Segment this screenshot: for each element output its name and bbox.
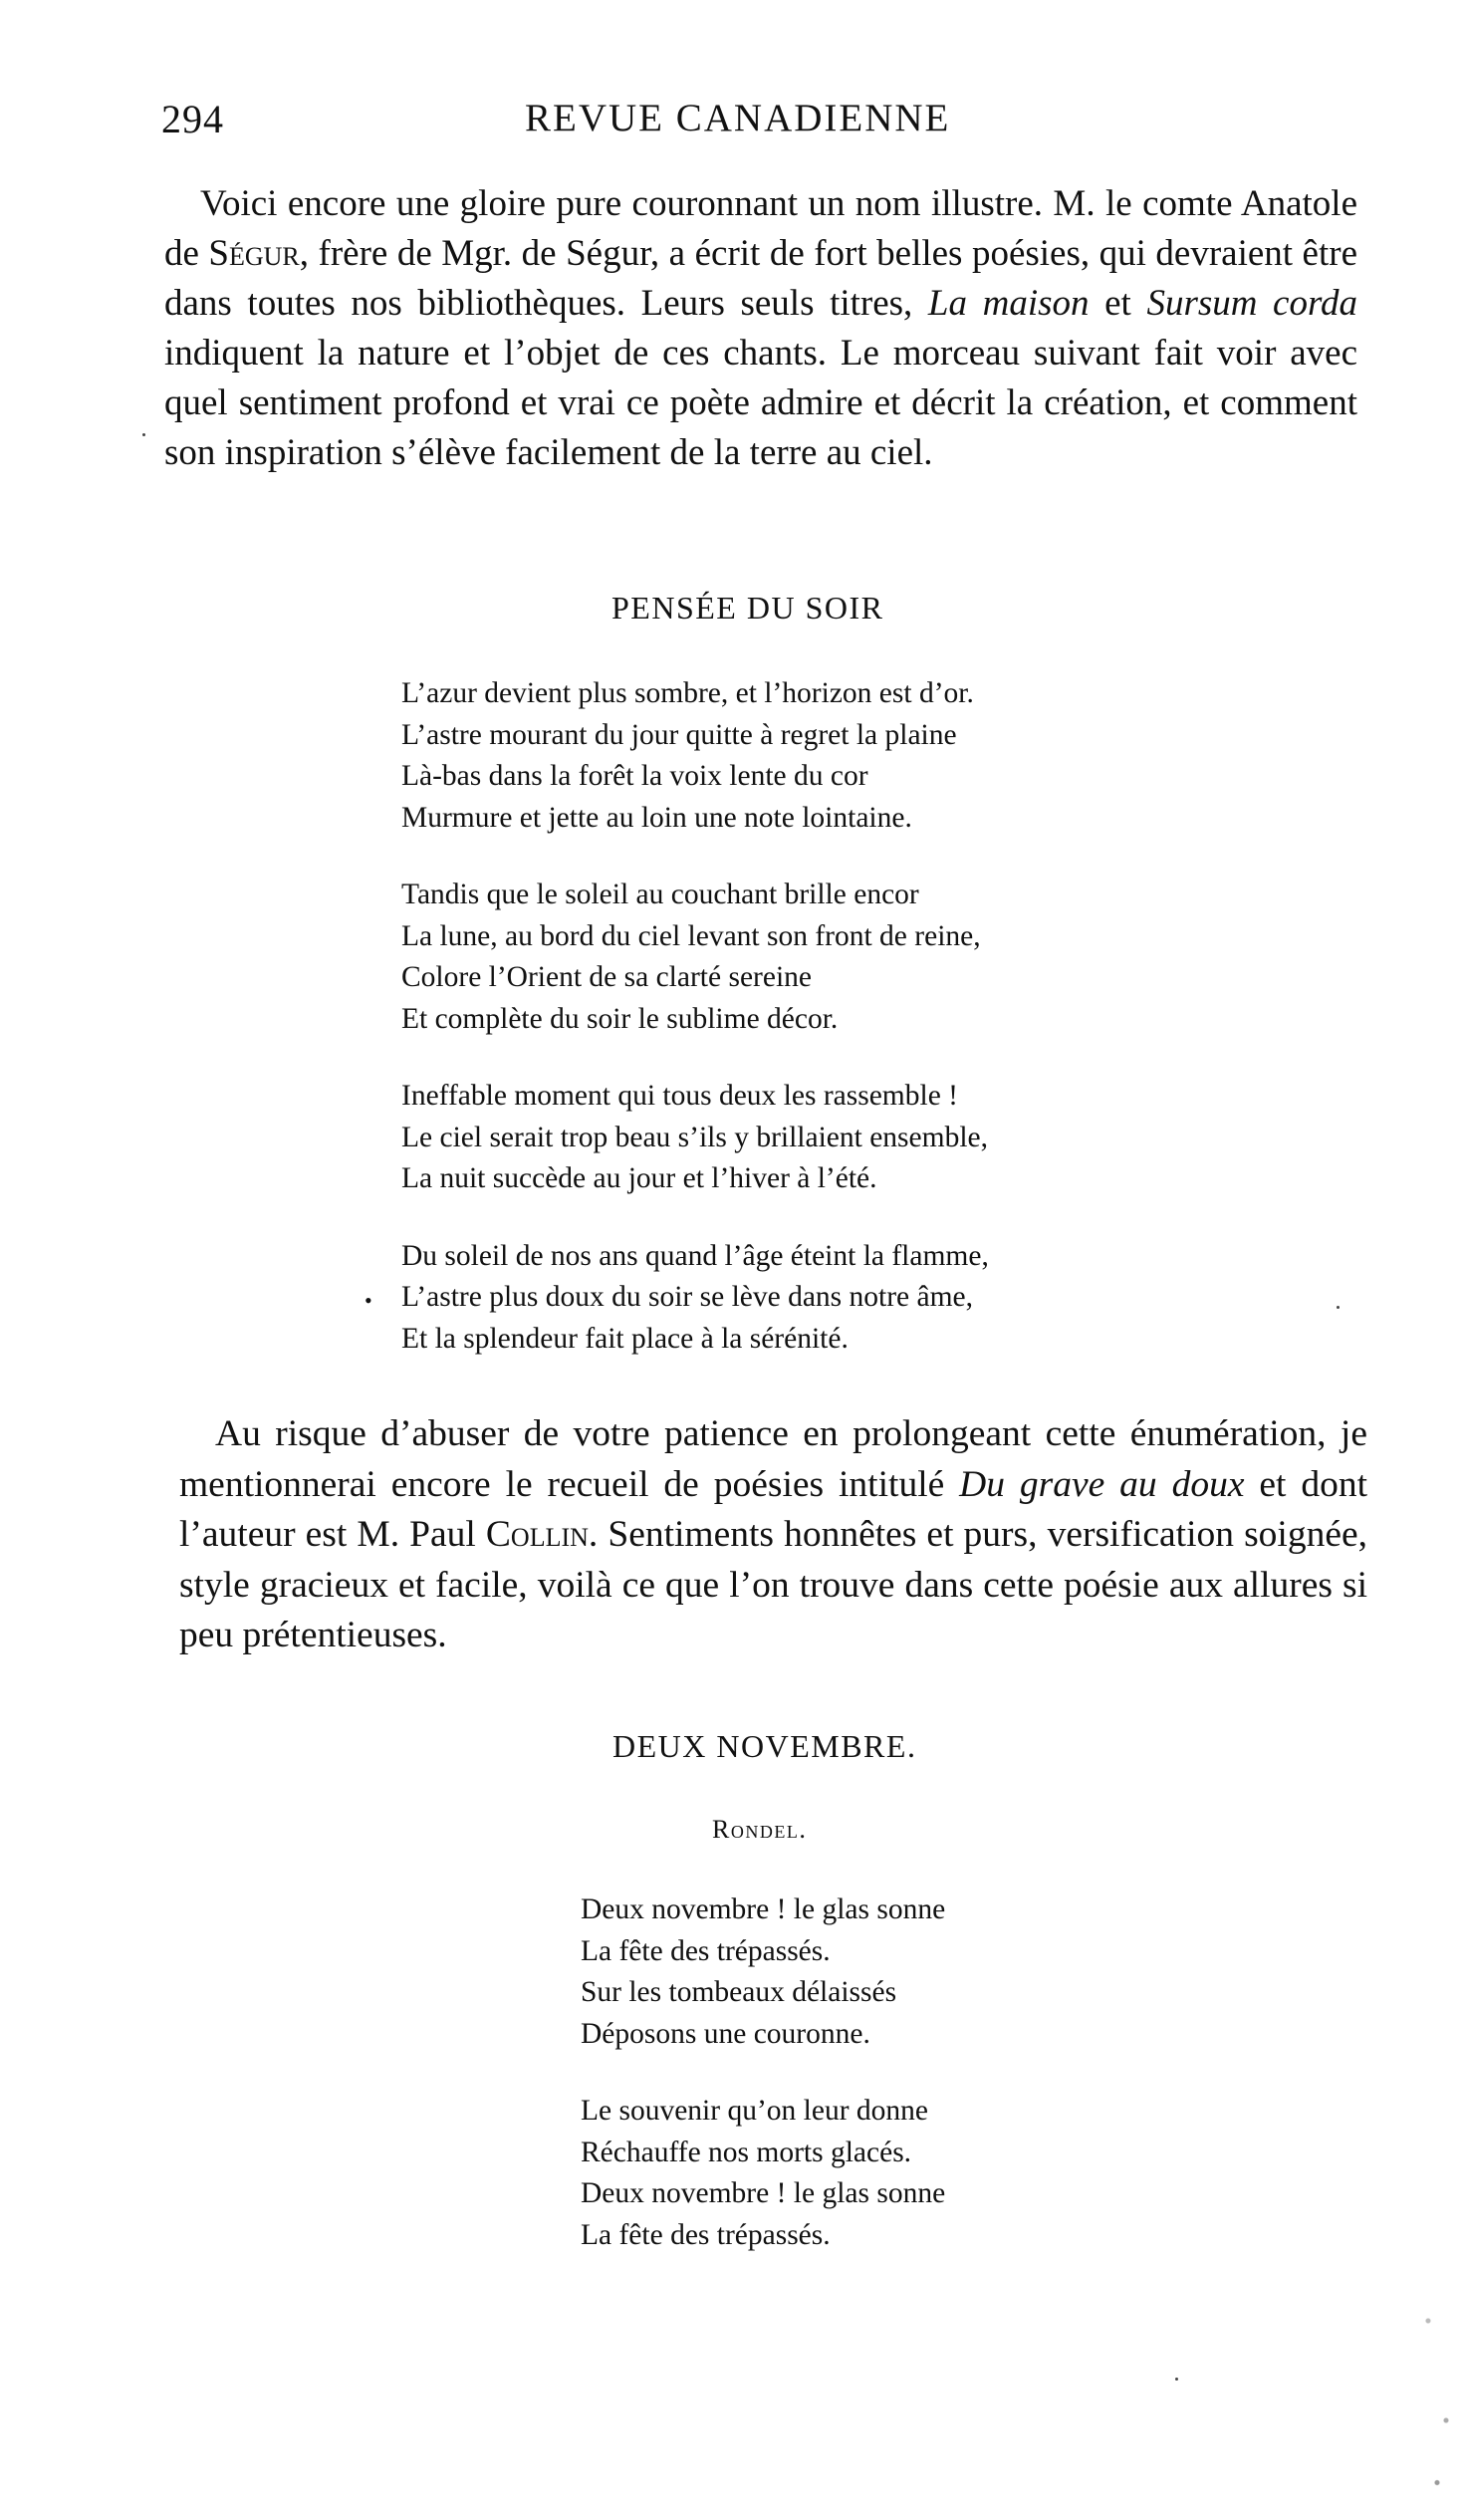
verse-line: Colore l’Orient de sa clarté sereine <box>401 961 812 993</box>
verse-line: Deux novembre ! le glas sonne <box>581 2177 946 2209</box>
paragraph-text: . Sentiments honnêtes et purs, versification soignée, style gracieux et facile, voilà ce que l’on trouve dans cette poésie aux allures si peu prétentieuses. <box>179 1514 1367 1655</box>
verse-line: Déposons une couronne. <box>581 2017 870 2050</box>
verse-line: Deux novembre ! le glas sonne <box>581 1893 946 1925</box>
verse-line: L’azur devient plus sombre, et l’horizon est d’or. <box>401 677 974 709</box>
stanza <box>401 1236 989 1361</box>
paragraph-text: indiquent la nature et l’objet de ces chants. Le morceau suivant fait voir avec quel sentiment profond et vrai ce poète admire et décrit la création, et comment son inspiration s’élève facilement de la terre au ciel. <box>164 333 1357 473</box>
verse-line: L’astre mourant du jour quitte à regret la plaine <box>401 718 957 751</box>
verse-line: Et la splendeur fait place à la sérénité. <box>401 1322 849 1355</box>
paragraph-text: et dont l’auteur est M. Paul <box>179 1463 1367 1555</box>
stanza <box>581 2091 945 2256</box>
paragraph-segur <box>164 179 1357 478</box>
paragraph-text: Voici encore une gloire pure couronnant un nom illustre. M. le comte Anatole de <box>164 183 1357 274</box>
verse-line: Du soleil de nos ans quand l’âge éteint la flamme, <box>401 1239 989 1272</box>
paragraph-text: et <box>1089 283 1147 324</box>
running-title: REVUE CANADIENNE <box>525 97 951 139</box>
verse-line: Le souvenir qu’on leur donne <box>581 2095 928 2127</box>
scan-speck <box>1337 1306 1340 1309</box>
page-header <box>161 96 1356 151</box>
verse-line: Réchauffe nos morts glacés. <box>581 2136 912 2168</box>
verse-line: La fête des trépassés. <box>581 2218 831 2251</box>
poem-title-deux-novembre: DEUX NOVEMBRE. <box>612 1728 917 1764</box>
verse-line: Et complète du soir le sublime décor. <box>401 1002 839 1035</box>
book-title-la-maison: La maison <box>927 283 1090 324</box>
verse-line: Ineffable moment qui tous deux les rassemble ! <box>401 1080 958 1112</box>
paragraph-collin <box>179 1409 1367 1661</box>
stanza <box>581 1890 945 2055</box>
scan-edge-noise <box>1404 2271 1464 2520</box>
stanza <box>401 1076 989 1200</box>
page-number: 294 <box>161 97 224 141</box>
paragraph-text: Au risque d’abuser de votre patience en prolongeant cette énumération, je mentionnerai encore le recueil de poésies intitulé <box>179 1413 1367 1505</box>
stanza <box>401 875 989 1040</box>
verse-line: Tandis que le soleil au couchant brille encor <box>401 879 919 910</box>
book-title-sursum-corda: Sursum corda <box>1146 283 1358 324</box>
verse-line: Le ciel serait trop beau s’ils y brillaient ensemble, <box>401 1121 988 1153</box>
verse-line: Sur les tombeaux délaissés <box>581 1976 897 2008</box>
stanza <box>401 673 989 839</box>
verse-line: La lune, au bord du ciel levant son front de reine, <box>401 919 981 952</box>
verse-line: Là-bas dans la forêt la voix lente du cor <box>401 760 868 792</box>
author-name-segur: Ségur <box>208 233 300 274</box>
scan-speck <box>142 433 145 436</box>
poem-subtitle-rondel: Rondel. <box>712 1815 808 1844</box>
verse-line: La nuit succède au jour et l’hiver à l’été. <box>401 1162 877 1194</box>
poem-title-pensee-du-soir: PENSÉE DU SOIR <box>611 590 884 626</box>
stray-bullet-mark: • <box>365 1288 372 1313</box>
verse-line: Murmure et jette au loin une note lointaine. <box>401 801 912 834</box>
paragraph-text: , frère de Mgr. de Ségur, a écrit de fort belles poésies, qui devraient être dans toutes nos bibliothèques. Leurs seuls titres, <box>164 233 1357 324</box>
book-title-du-grave-au-doux: Du grave au doux <box>959 1463 1245 1505</box>
poem-pensee-du-soir <box>401 673 989 1395</box>
poem-deux-novembre <box>581 1890 945 2292</box>
verse-line: L’astre plus doux du soir se lève dans notre âme, <box>401 1281 974 1313</box>
verse-line: La fête des trépassés. <box>581 1934 831 1967</box>
author-name-collin: Collin <box>485 1514 589 1555</box>
scan-speck <box>1175 2378 1178 2381</box>
